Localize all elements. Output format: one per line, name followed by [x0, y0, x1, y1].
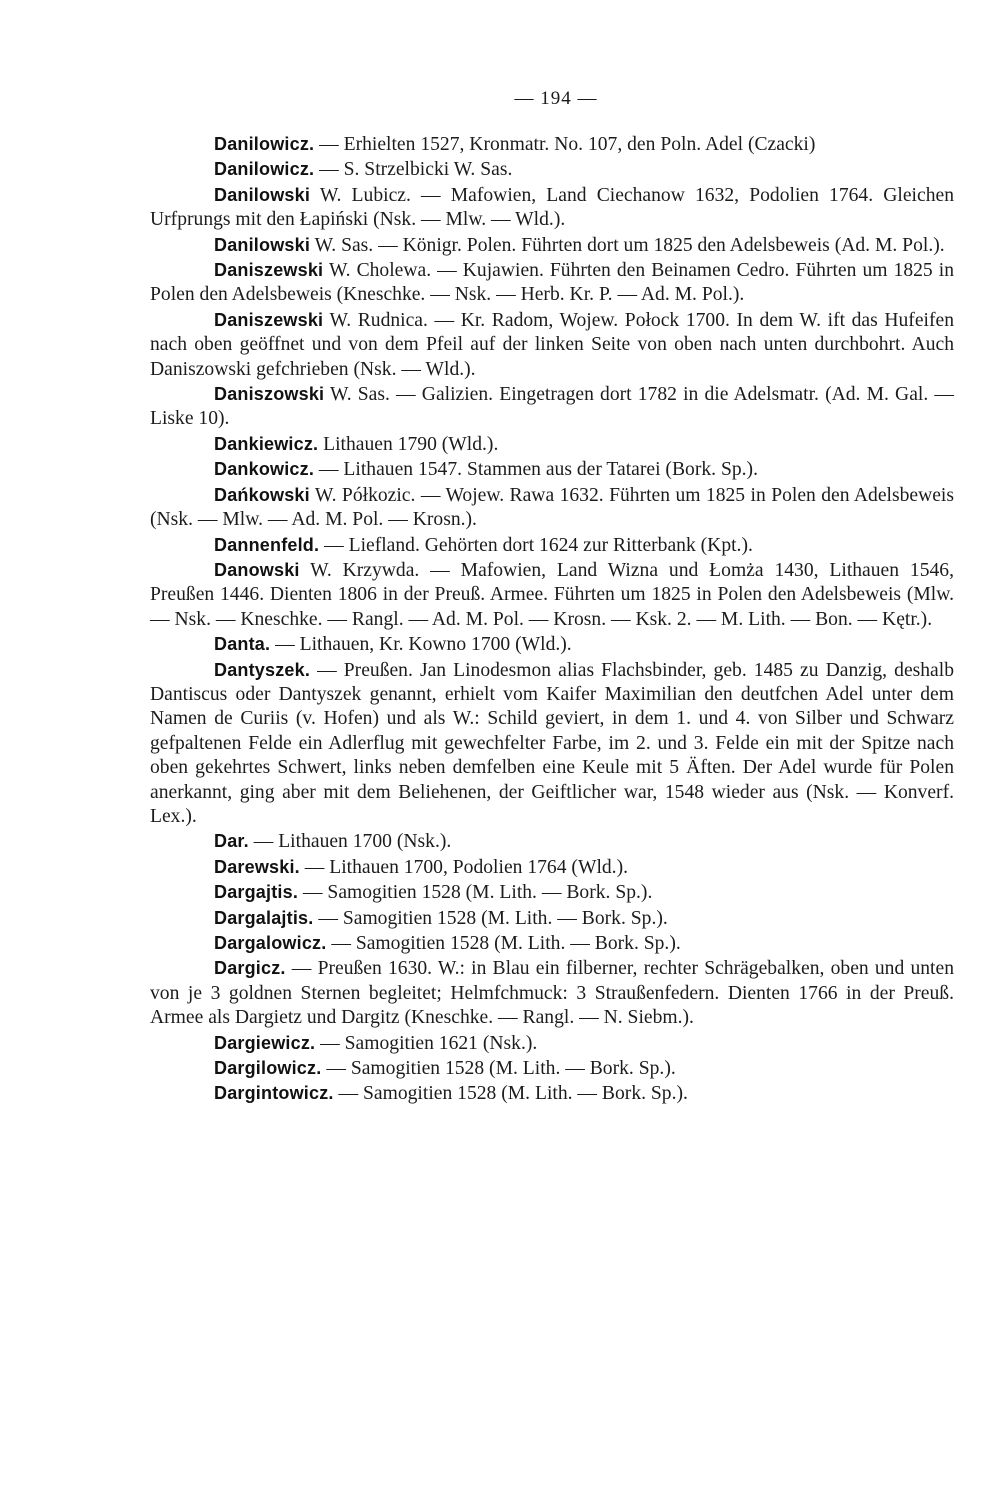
entry-head: Danta. — [214, 634, 271, 655]
entry-head: Danilowski — [214, 184, 311, 205]
entry-text: — Lithauen 1547. Stammen aus der Tatarei (Bork. Sp.). — [314, 459, 758, 481]
entry-head: Dargajtis. — [214, 882, 299, 903]
entry — [150, 132, 954, 157]
entry — [150, 457, 954, 482]
entry — [150, 558, 954, 632]
entry-head: Dańkowski — [214, 484, 310, 505]
entry-text: — Lithauen 1700 (Nsk.). — [248, 831, 452, 853]
entry-text: W. Lubicz. — Mafowien, Land Ciechanow 1632, Podolien 1764. Gleichen Urfprungs mit den Łapiński (Nsk. — Mlw. — Wld.). — [150, 184, 954, 231]
entry-text: — Samogitien 1528 (M. Lith. — Bork. Sp.). — [298, 882, 653, 904]
entry-head: Darewski. — [214, 856, 300, 877]
entry-text: — Liefland. Gehörten dort 1624 zur Ritterbank (Kpt.). — [319, 534, 753, 556]
entry-text: W. Półkozic. — Wojew. Rawa 1632. Führten um 1825 in Polen den Adelsbeweis (Nsk. — Mlw. — Ad. M. Pol. — Krosn.). — [150, 484, 954, 531]
entry-text: — Lithauen 1700, Podolien 1764 (Wld.). — [299, 856, 629, 878]
entry-head: Daniszewski — [214, 309, 324, 330]
entry-head: Danilowski — [214, 234, 311, 255]
entry-text: W. Krzywda. — Mafowien, Land Wizna und Łomża 1430, Lithauen 1546, Preußen 1446. Dienten 1806 in der Preuß. Armee. Führten um 1825 in Polen den Adelsbeweis (Mlw. — Nsk. — Kneschke. — Rangl. — Ad. M. Pol. — Krosn. — Ksk. 2. — M. Lith. — Bon. — Kętr.). — [150, 559, 954, 630]
entry-text: Lithauen 1790 (Wld.). — [318, 433, 499, 455]
entry-head: Danilowicz. — [214, 134, 315, 154]
entry-head: Dargicz. — [214, 958, 286, 979]
entry-head: Dargintowicz. — [214, 1083, 334, 1104]
entry-text: W. Sas. — Galizien. Eingetragen dort 1782 in die Adelsmatr. (Ad. M. Gal. — Liske 10). — [150, 384, 954, 430]
entry-text: W. Cholewa. — Kujawien. Führten den Beinamen Cedro. Führten um 1825 in Polen den Adelsbeweis (Kneschke. — Nsk. — Herb. Kr. P. — Ad. M. Pol.). — [150, 260, 954, 306]
entry — [150, 931, 954, 956]
entry-text: — Samogitien 1528 (M. Lith. — Bork. Sp.). — [326, 933, 681, 954]
entry-text: — Samogitien 1528 (M. Lith. — Bork. Sp.). — [333, 1083, 688, 1105]
entry-head: Dar. — [214, 831, 249, 852]
entry — [150, 829, 954, 854]
entry — [150, 1056, 954, 1081]
entry — [150, 658, 954, 830]
entry-head: Dankowicz. — [214, 459, 315, 480]
page-number: — 194 — — [514, 88, 598, 109]
entry — [150, 1031, 954, 1056]
entry-head: Dargiewicz. — [214, 1032, 316, 1053]
entry-head: Daniszowski — [214, 384, 325, 405]
entry-head: Danowski — [214, 559, 300, 580]
entry-head: Dargilowicz. — [214, 1058, 322, 1079]
entry — [150, 157, 954, 182]
entry — [150, 233, 954, 258]
entry-text: — Samogitien 1621 (Nsk.). — [315, 1032, 538, 1054]
entry-text: — S. Strzelbicki W. Sas. — [314, 159, 513, 181]
entry — [150, 533, 954, 558]
entry — [150, 956, 954, 1030]
entry-text: W. Rudnica. — Kr. Radom, Wojew. Połock 1700. In dem W. ift das Hufeifen nach oben geöffnet und von dem Pfeil auf der linken Seite von oben nach unten durchbohrt. Auch Daniszowski gefchrieben (Nsk. — Wld.). — [150, 309, 954, 380]
entry-head: Danilowicz. — [214, 159, 315, 180]
entry — [150, 183, 954, 233]
entry — [150, 632, 954, 657]
entry — [150, 382, 954, 432]
entry-head: Dargalowicz. — [214, 933, 327, 953]
entry-text: W. Sas. — Königr. Polen. Führten dort um 1825 den Adelsbeweis (Ad. M. Pol.). — [310, 234, 945, 256]
entry-text: — Lithauen, Kr. Kowno 1700 (Wld.). — [270, 634, 572, 656]
entry-head: Dargalajtis. — [214, 907, 314, 928]
entry-text: — Preußen. Jan Linodesmon alias Flachsbinder, geb. 1485 zu Danzig, deshalb Dantiscus oder Dantyszek genannt, erhielt vom Kaifer Maximilian den deutfchen Adel unter dem Namen de Curiis (v. Hofen) und als W.: Schild geviert, in dem 1. und 4. von Silber und Schwarz gefpaltenen Felde ein Adlerflug mit gewechfelter Farbe, im 2. und 3. Felde ein mit der Spitze nach oben gekehrtes Schwert, links neben demfelben eine Keule mit 5 Äften. Der Adel wurde für Polen anerkannt, ging aber mit dem Beliehenen, der Geiftlicher war, 1548 wieder aus (Nsk. — Konverf. Lex.). — [150, 659, 954, 827]
entry — [150, 308, 954, 382]
entry — [150, 432, 954, 457]
entry-head: Dantyszek. — [214, 659, 311, 680]
entry-head: Dannenfeld. — [214, 534, 320, 555]
entry — [150, 1081, 954, 1106]
entry-head: Daniszewski — [214, 260, 324, 281]
entry — [150, 906, 954, 931]
entry — [150, 483, 954, 533]
entry-head: Dankiewicz. — [214, 433, 319, 454]
entry-text: — Samogitien 1528 (M. Lith. — Bork. Sp.). — [321, 1058, 676, 1080]
entry — [150, 258, 954, 308]
entry-text: — Samogitien 1528 (M. Lith. — Bork. Sp.). — [313, 907, 668, 929]
entry-text: — Preußen 1630. W.: in Blau ein filberner, rechter Schrägebalken, oben und unten von je 3 goldnen Sternen begleitet; Helmfchmuck: 3 Straußenfedern. Dienten 1766 in der Preuß. Armee als Dargietz und Dargitz (Kneschke. — Rangl. — N. Siebm.). — [150, 958, 954, 1029]
entry-text: — Erhielten 1527, Kronmatr. No. 107, den Poln. Adel (Czacki) — [314, 134, 816, 155]
entry — [150, 855, 954, 880]
entry — [150, 880, 954, 905]
